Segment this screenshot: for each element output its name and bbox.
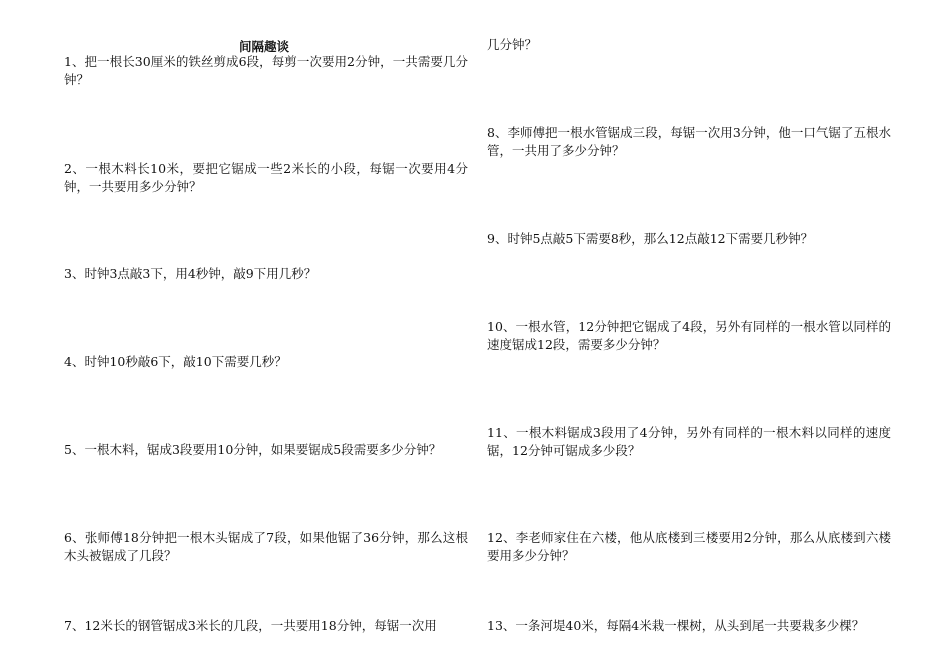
- question-13: 13、一条河堤40米，每隔4米栽一棵树，从头到尾一共要栽多少棵？: [487, 618, 865, 633]
- question-1: 1、把一根长30厘米的铁丝剪成6段，每剪一次要用2分钟，一共需要几分钟？: [64, 54, 468, 87]
- question-7-continued: 几分钟？: [487, 37, 538, 52]
- question-10: 10、一根水管，12分钟把它锯成了4段，另外有同样的一根水管以同样的速度锯成12段，需要多少分钟？: [487, 319, 891, 352]
- question-4: 4、时钟10秒敲6下，敲10下需要几秒？: [64, 354, 287, 369]
- question-6: 6、张师傅18分钟把一根木头锯成了7段，如果他锯了36分钟，那么这根木头被锯成了几段？: [64, 530, 468, 563]
- question-11: 11、一根木料锯成3段用了4分钟，另外有同样的一根木料以同样的速度锯，12分钟可锯成多少段？: [487, 425, 891, 458]
- left-column: [64, 0, 468, 672]
- question-3: 3、时钟3点敲3下，用4秒钟，敲9下用几秒？: [64, 266, 317, 281]
- worksheet-title: 间隔趣谈: [239, 39, 290, 54]
- question-2: 2、一根木料长10米，要把它锯成一些2米长的小段，每锯一次要用4分钟，一共要用多少分钟？: [64, 161, 468, 194]
- question-12: 12、李老师家住在六楼，他从底楼到三楼要用2分钟，那么从底楼到六楼要用多少分钟？: [487, 530, 891, 563]
- question-9: 9、时钟5点敲5下需要8秒，那么12点敲12下需要几秒钟？: [487, 231, 814, 246]
- question-5: 5、一根木料，锯成3段要用10分钟，如果要锯成5段需要多少分钟？: [64, 442, 442, 457]
- right-column: [487, 0, 891, 672]
- question-8: 8、李师傅把一根水管锯成三段，每锯一次用3分钟，他一口气锯了五根水管，一共用了多少分钟？: [487, 125, 891, 158]
- question-7: 7、12米长的钢管锯成3米长的几段，一共要用18分钟，每锯一次用: [64, 618, 437, 633]
